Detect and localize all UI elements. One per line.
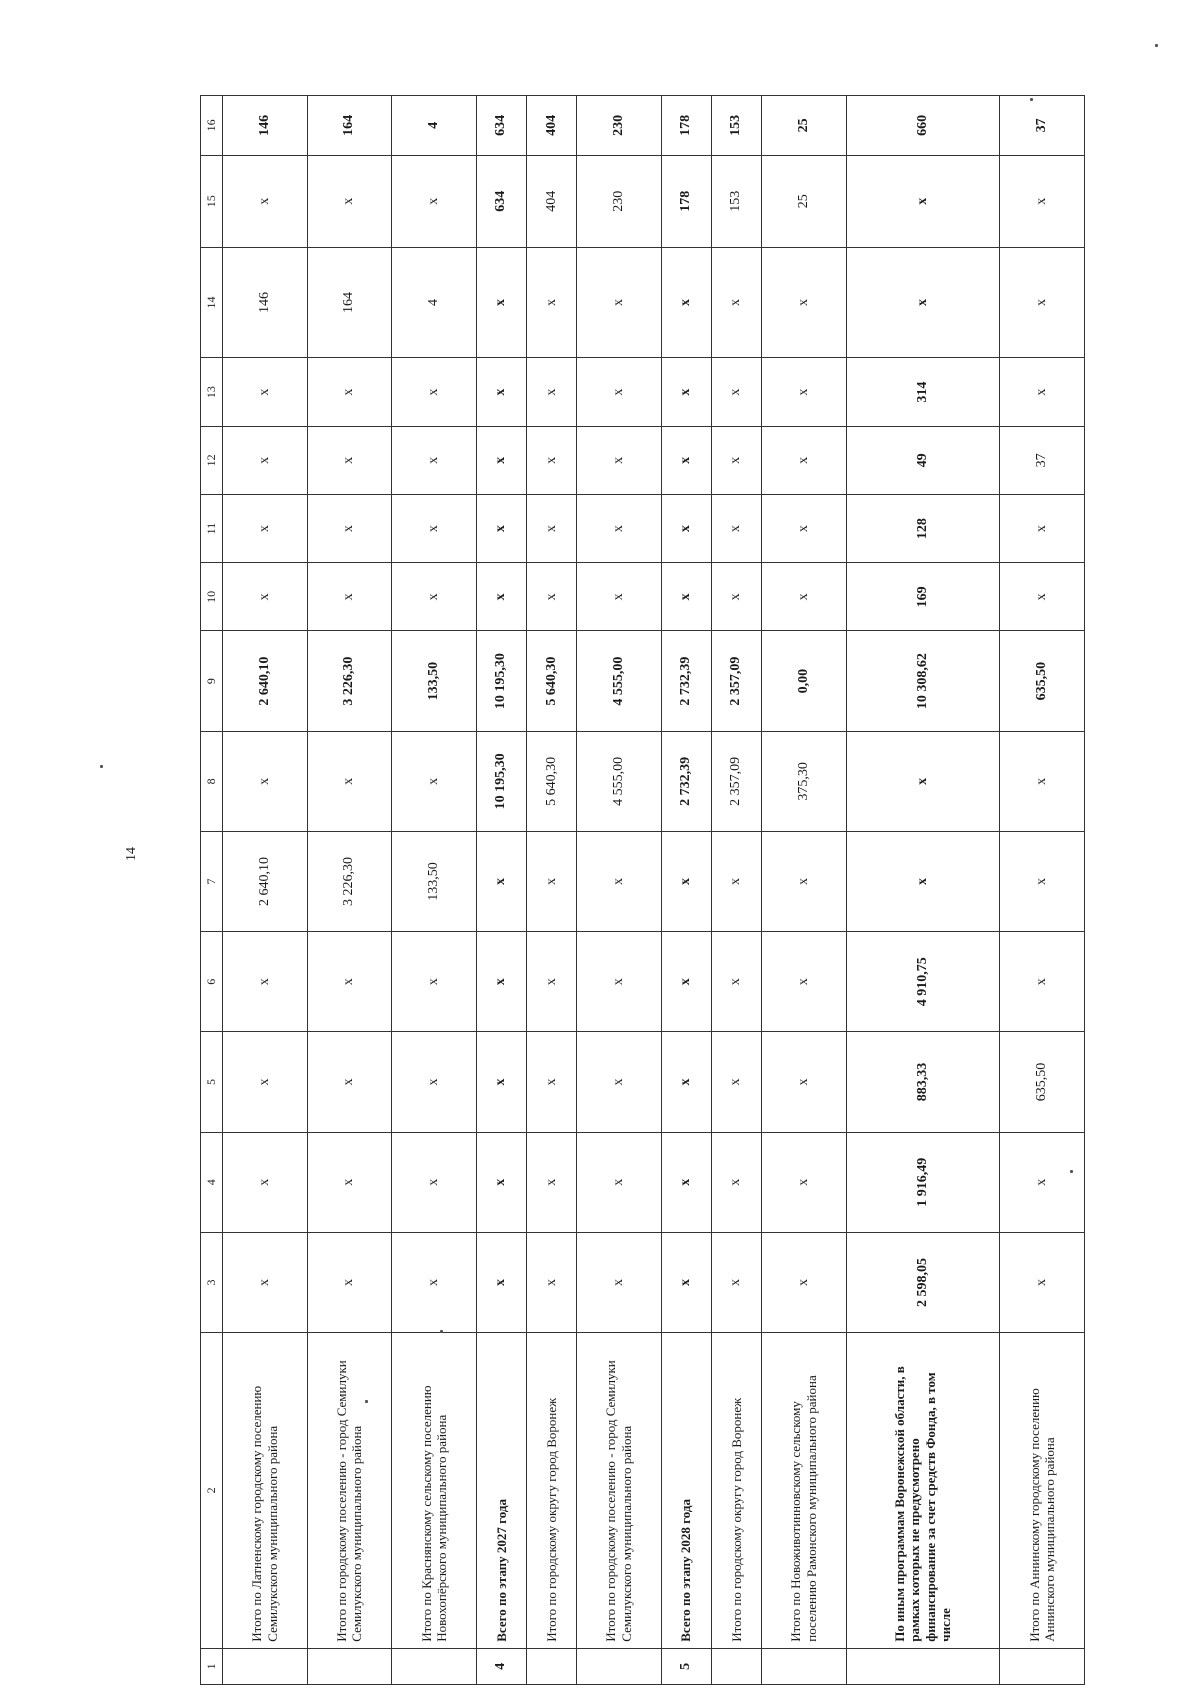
table-cell: х — [661, 932, 711, 1032]
table-cell: 128 — [846, 494, 1000, 562]
table-cell: х — [577, 1032, 662, 1132]
table-cell: х — [1000, 247, 1085, 358]
row-number — [846, 1648, 1000, 1684]
header-row — [201, 96, 223, 1685]
table-cell: х — [846, 247, 1000, 358]
table-row — [307, 96, 392, 1685]
table-cell: 375,30 — [761, 731, 846, 831]
row-name: Итого по Краснянскому сельскому поселению Новохопёрского муниципального района — [392, 1333, 477, 1649]
table-cell: х — [527, 932, 577, 1032]
table-cell: 153 — [711, 96, 761, 156]
table-cell: 5 640,30 — [527, 731, 577, 831]
table-cell: х — [307, 1132, 392, 1232]
table-cell: х — [476, 426, 526, 494]
table-cell: 635,50 — [1000, 631, 1085, 731]
table-cell: 49 — [846, 426, 1000, 494]
table-cell: х — [392, 932, 477, 1032]
table-cell: 10 195,30 — [476, 731, 526, 831]
table-cell: 4 — [392, 247, 477, 358]
column-header: 16 — [201, 96, 223, 156]
table-cell: х — [392, 426, 477, 494]
table-cell: х — [307, 563, 392, 631]
table-cell: х — [711, 426, 761, 494]
table-cell: х — [711, 494, 761, 562]
table-cell: х — [476, 494, 526, 562]
table-cell: 2 598,05 — [846, 1232, 1000, 1332]
table-cell: х — [711, 563, 761, 631]
table-cell: 634 — [476, 155, 526, 247]
row-name: Итого по Аннинскому городскому поселению Аннинского муниципального района — [1000, 1333, 1085, 1649]
column-header: 14 — [201, 247, 223, 358]
table-cell: 4 — [392, 96, 477, 156]
table-row — [661, 96, 711, 1685]
table-cell: х — [527, 358, 577, 426]
table-cell: х — [392, 563, 477, 631]
table-cell: х — [527, 247, 577, 358]
column-header: 3 — [201, 1232, 223, 1332]
table-cell: х — [577, 563, 662, 631]
table-cell: х — [527, 831, 577, 931]
row-name: Итого по городскому округу город Воронеж — [527, 1333, 577, 1649]
table-cell: 2 357,09 — [711, 631, 761, 731]
table-cell: х — [307, 358, 392, 426]
column-header: 7 — [201, 831, 223, 931]
table-cell: х — [761, 831, 846, 931]
column-header: 13 — [201, 358, 223, 426]
table-row — [527, 96, 577, 1685]
table-cell: 10 195,30 — [476, 631, 526, 731]
row-name: Итого по Латненскому городскому поселению Семилукского муниципального района — [223, 1333, 308, 1649]
table-cell: 404 — [527, 155, 577, 247]
table-cell: х — [711, 247, 761, 358]
table-row — [223, 96, 308, 1685]
table-cell: 634 — [476, 96, 526, 156]
table-row — [846, 96, 1000, 1685]
table-cell: х — [761, 494, 846, 562]
row-number — [307, 1648, 392, 1684]
table-cell: х — [1000, 731, 1085, 831]
table-cell: х — [223, 932, 308, 1032]
row-name: Итого по Новоживотинновскому сельскому поселению Рамонского муниципального района — [761, 1333, 846, 1649]
rotated-table-wrapper — [200, 95, 1085, 1685]
table-cell: х — [392, 731, 477, 831]
table-cell: х — [1000, 358, 1085, 426]
table-cell: х — [846, 155, 1000, 247]
table-cell: х — [392, 155, 477, 247]
row-name: Итого по городскому округу город Воронеж — [711, 1333, 761, 1649]
table-cell: 25 — [761, 155, 846, 247]
table-cell: 404 — [527, 96, 577, 156]
table-cell: 660 — [846, 96, 1000, 156]
table-cell: 4 555,00 — [577, 731, 662, 831]
table-cell: х — [307, 731, 392, 831]
table-cell: х — [307, 1232, 392, 1332]
table-cell: х — [661, 426, 711, 494]
table-cell: х — [711, 932, 761, 1032]
table-cell: х — [476, 1032, 526, 1132]
table-cell: х — [392, 358, 477, 426]
table-cell: х — [527, 1032, 577, 1132]
table-cell: х — [761, 1132, 846, 1232]
column-header: 12 — [201, 426, 223, 494]
table-cell: х — [527, 563, 577, 631]
scan-speck — [1155, 44, 1158, 47]
table-cell: х — [223, 1132, 308, 1232]
row-name: Всего по этапу 2027 года — [476, 1333, 526, 1649]
table-cell: 133,50 — [392, 631, 477, 731]
column-header: 8 — [201, 731, 223, 831]
scan-speck — [100, 765, 103, 768]
table-cell: х — [661, 1232, 711, 1332]
table-cell: 4 910,75 — [846, 932, 1000, 1032]
row-name: Всего по этапу 2028 года — [661, 1333, 711, 1649]
table-cell: х — [223, 1032, 308, 1132]
table-cell: х — [307, 155, 392, 247]
table-cell: 164 — [307, 96, 392, 156]
scan-speck — [365, 1400, 368, 1403]
table-cell: х — [846, 831, 1000, 931]
table-cell: х — [392, 494, 477, 562]
table-cell: х — [392, 1232, 477, 1332]
table-cell: х — [577, 247, 662, 358]
row-number — [223, 1648, 308, 1684]
table-cell: 169 — [846, 563, 1000, 631]
table-cell: 230 — [577, 155, 662, 247]
table-cell: х — [307, 494, 392, 562]
table-cell: х — [711, 1232, 761, 1332]
table-cell: х — [527, 1132, 577, 1232]
row-number — [761, 1648, 846, 1684]
table-cell: 1 916,49 — [846, 1132, 1000, 1232]
table-cell: х — [223, 358, 308, 426]
table-cell: 5 640,30 — [527, 631, 577, 731]
column-header: 10 — [201, 563, 223, 631]
scan-speck — [1070, 1170, 1073, 1173]
row-name: По иным программам Воронежской области, в рамках которых не предусмотрено финансирование за счет средств Фонда, в том числе — [846, 1333, 1000, 1649]
row-number — [527, 1648, 577, 1684]
table-cell: 37 — [1000, 96, 1085, 156]
row-number: 4 — [476, 1648, 526, 1684]
row-number — [711, 1648, 761, 1684]
table-cell: х — [1000, 494, 1085, 562]
table-cell: х — [1000, 932, 1085, 1032]
table-cell: 2 640,10 — [223, 831, 308, 931]
column-header: 9 — [201, 631, 223, 731]
table-cell: 146 — [223, 96, 308, 156]
table-cell: х — [476, 358, 526, 426]
table-cell: х — [307, 426, 392, 494]
table-cell: х — [1000, 831, 1085, 931]
table-cell: х — [761, 1032, 846, 1132]
row-number — [577, 1648, 662, 1684]
table-cell: 133,50 — [392, 831, 477, 931]
table-cell: х — [761, 247, 846, 358]
table-row — [476, 96, 526, 1685]
table-cell: х — [1000, 155, 1085, 247]
table-cell: х — [527, 494, 577, 562]
table-cell: х — [761, 358, 846, 426]
table-cell: 4 555,00 — [577, 631, 662, 731]
table-cell: 3 226,30 — [307, 631, 392, 731]
row-number: 5 — [661, 1648, 711, 1684]
column-header: 11 — [201, 494, 223, 562]
table-cell: х — [661, 1132, 711, 1232]
table-cell: х — [392, 1132, 477, 1232]
table-cell: 164 — [307, 247, 392, 358]
table-cell: х — [577, 426, 662, 494]
table-cell: 2 732,39 — [661, 731, 711, 831]
column-header: 6 — [201, 932, 223, 1032]
row-number — [392, 1648, 477, 1684]
table-cell: х — [711, 1032, 761, 1132]
table-cell: х — [577, 1232, 662, 1332]
table-cell: х — [661, 494, 711, 562]
table-cell: 2 357,09 — [711, 731, 761, 831]
table-cell: 25 — [761, 96, 846, 156]
table-cell: 146 — [223, 247, 308, 358]
table-row — [1000, 96, 1085, 1685]
table-cell: 883,33 — [846, 1032, 1000, 1132]
table-cell: 230 — [577, 96, 662, 156]
table-cell: х — [223, 426, 308, 494]
table-cell: х — [661, 831, 711, 931]
table-cell: х — [223, 155, 308, 247]
table-cell: х — [527, 426, 577, 494]
table-cell: 37 — [1000, 426, 1085, 494]
table-row — [711, 96, 761, 1685]
table-cell: х — [223, 731, 308, 831]
table-cell: х — [577, 494, 662, 562]
table-cell: х — [527, 1232, 577, 1332]
table-cell: х — [1000, 1132, 1085, 1232]
table-cell: х — [577, 831, 662, 931]
table-cell: х — [711, 358, 761, 426]
table-cell: 635,50 — [1000, 1032, 1085, 1132]
column-header: 2 — [201, 1333, 223, 1649]
table-cell: х — [1000, 563, 1085, 631]
table-cell: 153 — [711, 155, 761, 247]
table-cell: х — [476, 563, 526, 631]
table-cell: х — [476, 1132, 526, 1232]
table-cell: х — [476, 831, 526, 931]
table-cell: х — [223, 563, 308, 631]
table-cell: х — [846, 731, 1000, 831]
table-row — [577, 96, 662, 1685]
page-number: 14 — [124, 847, 139, 861]
table-row — [761, 96, 846, 1685]
table-cell: х — [761, 1232, 846, 1332]
table-cell: х — [761, 932, 846, 1032]
table-cell: х — [711, 831, 761, 931]
table-cell: 10 308,62 — [846, 631, 1000, 731]
column-header: 15 — [201, 155, 223, 247]
table-cell: х — [711, 1132, 761, 1232]
table-cell: х — [661, 358, 711, 426]
table-cell: х — [661, 247, 711, 358]
table-cell: 314 — [846, 358, 1000, 426]
table-cell: х — [223, 1232, 308, 1332]
table-cell: х — [661, 563, 711, 631]
table-cell: 0,00 — [761, 631, 846, 731]
row-name: Итого по городскому поселению - город Семилуки Семилукского муниципального района — [307, 1333, 392, 1649]
table-cell: 178 — [661, 96, 711, 156]
table-cell: 2 640,10 — [223, 631, 308, 731]
table-cell: х — [761, 563, 846, 631]
table-row — [392, 96, 477, 1685]
table-cell: х — [577, 932, 662, 1032]
table-cell: 3 226,30 — [307, 831, 392, 931]
column-header: 4 — [201, 1132, 223, 1232]
table-cell: х — [1000, 1232, 1085, 1332]
table-cell: х — [307, 932, 392, 1032]
table-cell: х — [577, 358, 662, 426]
data-table — [200, 95, 1085, 1685]
column-header: 1 — [201, 1648, 223, 1684]
table-cell: х — [476, 932, 526, 1032]
row-name: Итого по городскому поселению - город Семилуки Семилукского муниципального района — [577, 1333, 662, 1649]
table-cell: х — [577, 1132, 662, 1232]
row-number — [1000, 1648, 1085, 1684]
table-cell: х — [476, 247, 526, 358]
scan-speck — [1030, 98, 1033, 101]
table-cell: 178 — [661, 155, 711, 247]
table-cell: х — [476, 1232, 526, 1332]
column-header: 5 — [201, 1032, 223, 1132]
table-cell: х — [392, 1032, 477, 1132]
table-cell: х — [761, 426, 846, 494]
table-cell: х — [307, 1032, 392, 1132]
table-cell: х — [661, 1032, 711, 1132]
table-cell: х — [223, 494, 308, 562]
scan-speck — [440, 1330, 443, 1333]
table-cell: 2 732,39 — [661, 631, 711, 731]
